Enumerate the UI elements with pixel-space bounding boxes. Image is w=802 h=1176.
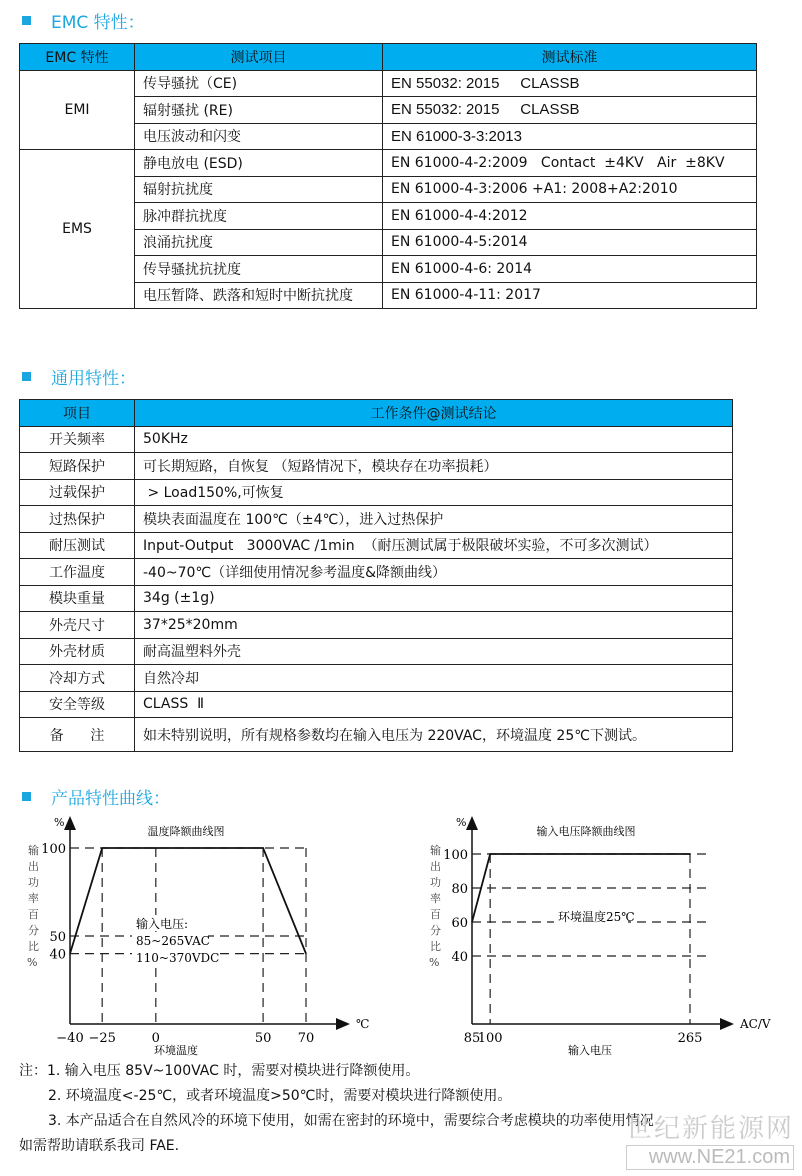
test-item: 传导骚扰抗扰度	[135, 256, 383, 283]
x-tick-label: −40	[56, 1031, 84, 1046]
test-standard: EN 55032: 2015 CLASSB	[383, 70, 757, 97]
table-row	[20, 585, 733, 612]
item-label: 外壳材质	[20, 638, 135, 665]
y-axis-arrow-icon	[64, 816, 76, 830]
watermark-line2: www.NE21.com	[626, 1145, 794, 1170]
item-value: Input-Output 3000VAC /1min （耐压测试属于极限破坏实验，不可多次测试）	[135, 532, 733, 559]
item-value: 模块表面温度在 100℃（±4℃），进入过热保护	[135, 506, 733, 533]
y-label-char: 率	[430, 892, 441, 905]
curves-section-title: 产品特性曲线：	[22, 784, 170, 809]
item-value: > Load150%,可恢复	[135, 479, 733, 506]
general-table-header	[20, 400, 733, 427]
note-2: 2. 环境温度<-25℃，或者环境温度>50℃时，需要对模块进行降额使用。	[48, 1088, 512, 1104]
x-unit-label: ℃	[356, 1017, 370, 1031]
test-standard: EN 61000-3-3:2013	[383, 123, 757, 150]
x-tick-label: 85	[463, 1031, 481, 1046]
item-label: 模块重量	[20, 585, 135, 612]
temperature-derating-chart	[0, 810, 400, 1057]
test-standard: EN 61000-4-5:2014	[383, 229, 757, 256]
item-label: 过热保护	[20, 506, 135, 533]
bullet-square-icon	[22, 372, 31, 381]
x-tick-label: 0	[151, 1031, 160, 1046]
y-unit-label: %	[54, 816, 65, 829]
item-value: 50KHz	[135, 426, 733, 453]
test-item: 辐射骚扰 (RE)	[135, 97, 383, 124]
y-tick-label: 40	[49, 947, 66, 963]
item-value: 自然冷却	[135, 665, 733, 692]
y-label-char: 率	[28, 892, 39, 905]
table-row	[20, 506, 733, 533]
test-item: 浪涌抗扰度	[135, 229, 383, 256]
item-value: 37*25*20mm	[135, 612, 733, 639]
y-label-char: 百	[28, 908, 39, 921]
table-row	[20, 532, 733, 559]
item-label: 备 注	[20, 718, 135, 752]
note-1: 注：1. 输入电压 85V~100VAC 时，需要对模块进行降额使用。	[19, 1063, 420, 1079]
item-value: 34g (±1g)	[135, 585, 733, 612]
annotation-text: 85~265VAC	[136, 934, 210, 948]
emc-section-title: EMC 特性：	[22, 8, 145, 33]
item-value: 如未特别说明，所有规格参数均在输入电压为 220VAC，环境温度 25℃下测试。	[135, 718, 733, 752]
item-value: 可长期短路，自恢复 （短路情况下，模块存在功率损耗）	[135, 453, 733, 480]
y-axis-arrow-icon	[466, 816, 478, 830]
item-label: 耐压测试	[20, 532, 135, 559]
item-label: 开关频率	[20, 426, 135, 453]
chart-title: 输入电压降额曲线图	[536, 825, 636, 838]
y-label-char: 出	[430, 860, 441, 873]
group-emi: EMI	[20, 70, 135, 150]
x-axis-label: 输入电压	[568, 1044, 612, 1057]
y-label-char: 分	[430, 924, 441, 937]
test-standard: EN 61000-4-11: 2017	[383, 282, 757, 309]
y-tick-label: 50	[49, 930, 66, 945]
table-row	[20, 70, 757, 97]
x-tick-label: 50	[254, 1031, 272, 1046]
item-label: 工作温度	[20, 559, 135, 586]
y-tick-label: 100	[41, 842, 66, 857]
table-row	[20, 150, 757, 177]
item-label: 外壳尺寸	[20, 612, 135, 639]
test-item: 电压波动和闪变	[135, 123, 383, 150]
table-row	[20, 559, 733, 586]
y-label-char: 百	[430, 908, 441, 921]
x-axis-arrow-icon	[720, 1018, 734, 1030]
y-label-char: 功	[28, 876, 39, 889]
general-section-title: 通用特性：	[22, 364, 136, 389]
y-label-char: 出	[28, 860, 39, 873]
item-label: 冷却方式	[20, 665, 135, 692]
item-label: 过载保护	[20, 479, 135, 506]
test-standard: EN 61000-4-4:2012	[383, 203, 757, 230]
item-label: 安全等级	[20, 691, 135, 718]
test-standard: EN 61000-4-3:2006 +A1: 2008+A2:2010	[383, 176, 757, 203]
watermark	[626, 1108, 794, 1170]
emc-table-header	[20, 44, 757, 71]
item-label: 短路保护	[20, 453, 135, 480]
x-tick-label: −25	[88, 1031, 116, 1046]
header-test-standard: 测试标准	[383, 44, 757, 71]
test-standard: EN 61000-4-6: 2014	[383, 256, 757, 283]
x-axis-arrow-icon	[336, 1018, 350, 1030]
header-item: 项目	[20, 400, 135, 427]
test-item: 电压暂降、跌落和短时中断抗扰度	[135, 282, 383, 309]
annotation-text: 输入电压:	[136, 917, 189, 931]
y-tick-label: 60	[451, 916, 468, 931]
y-label-char: %	[27, 956, 38, 969]
x-unit-label: AC/V	[740, 1017, 771, 1031]
y-label-char: 输	[28, 844, 39, 857]
note-3: 3. 本产品适合在自然风冷的环境下使用，如需在密封的环境中，需要综合考虑模块的功率使用情况	[48, 1113, 654, 1129]
y-label-char: %	[429, 956, 440, 969]
y-tick-label: 100	[443, 848, 468, 863]
table-row	[20, 479, 733, 506]
annotation-text: 110~370VDC	[136, 951, 220, 965]
table-row	[20, 453, 733, 480]
y-label-char: 分	[28, 924, 39, 937]
note-contact: 如需帮助请联系我司 FAE.	[19, 1138, 180, 1154]
table-row	[20, 426, 733, 453]
test-item: 传导骚扰（CE)	[135, 70, 383, 97]
watermark-line1: 世纪新能源网	[625, 1113, 794, 1143]
test-item: 辐射抗扰度	[135, 176, 383, 203]
item-value: 耐高温塑料外壳	[135, 638, 733, 665]
header-emc: EMC 特性	[20, 44, 135, 71]
group-ems: EMS	[20, 150, 135, 309]
y-tick-label: 40	[451, 950, 468, 965]
item-value: -40~70℃（详细使用情况参考温度&降额曲线）	[135, 559, 733, 586]
table-row	[20, 691, 733, 718]
test-item: 脉冲群抗扰度	[135, 203, 383, 230]
item-value: CLASS Ⅱ	[135, 691, 733, 718]
x-tick-label: 265	[677, 1031, 703, 1046]
y-label-char: 比	[28, 940, 39, 953]
x-tick-label: 70	[297, 1031, 315, 1046]
y-label-char: 比	[430, 940, 441, 953]
annotation-text: 环境温度25℃	[558, 910, 635, 924]
voltage-derating-chart	[410, 810, 802, 1057]
test-item: 静电放电 (ESD)	[135, 150, 383, 177]
bullet-square-icon	[22, 16, 31, 25]
test-standard: EN 55032: 2015 CLASSB	[383, 97, 757, 124]
y-label-char: 功	[430, 876, 441, 889]
general-table	[19, 399, 733, 752]
test-standard: EN 61000-4-2:2009 Contact ±4KV Air ±8KV	[383, 150, 757, 177]
header-test-item: 测试项目	[135, 44, 383, 71]
emc-table	[19, 43, 757, 309]
table-row	[20, 718, 733, 752]
table-row	[20, 638, 733, 665]
notes	[19, 1059, 654, 1159]
bullet-square-icon	[22, 792, 31, 801]
table-row	[20, 612, 733, 639]
chart-title: 温度降额曲线图	[147, 825, 225, 838]
x-axis-label: 环境温度	[154, 1044, 198, 1057]
table-row	[20, 665, 733, 692]
x-tick-label: 100	[477, 1031, 503, 1046]
y-unit-label: %	[456, 816, 467, 829]
header-condition: 工作条件@测试结论	[135, 400, 733, 427]
y-label-char: 输	[430, 844, 441, 857]
y-tick-label: 80	[451, 882, 468, 897]
